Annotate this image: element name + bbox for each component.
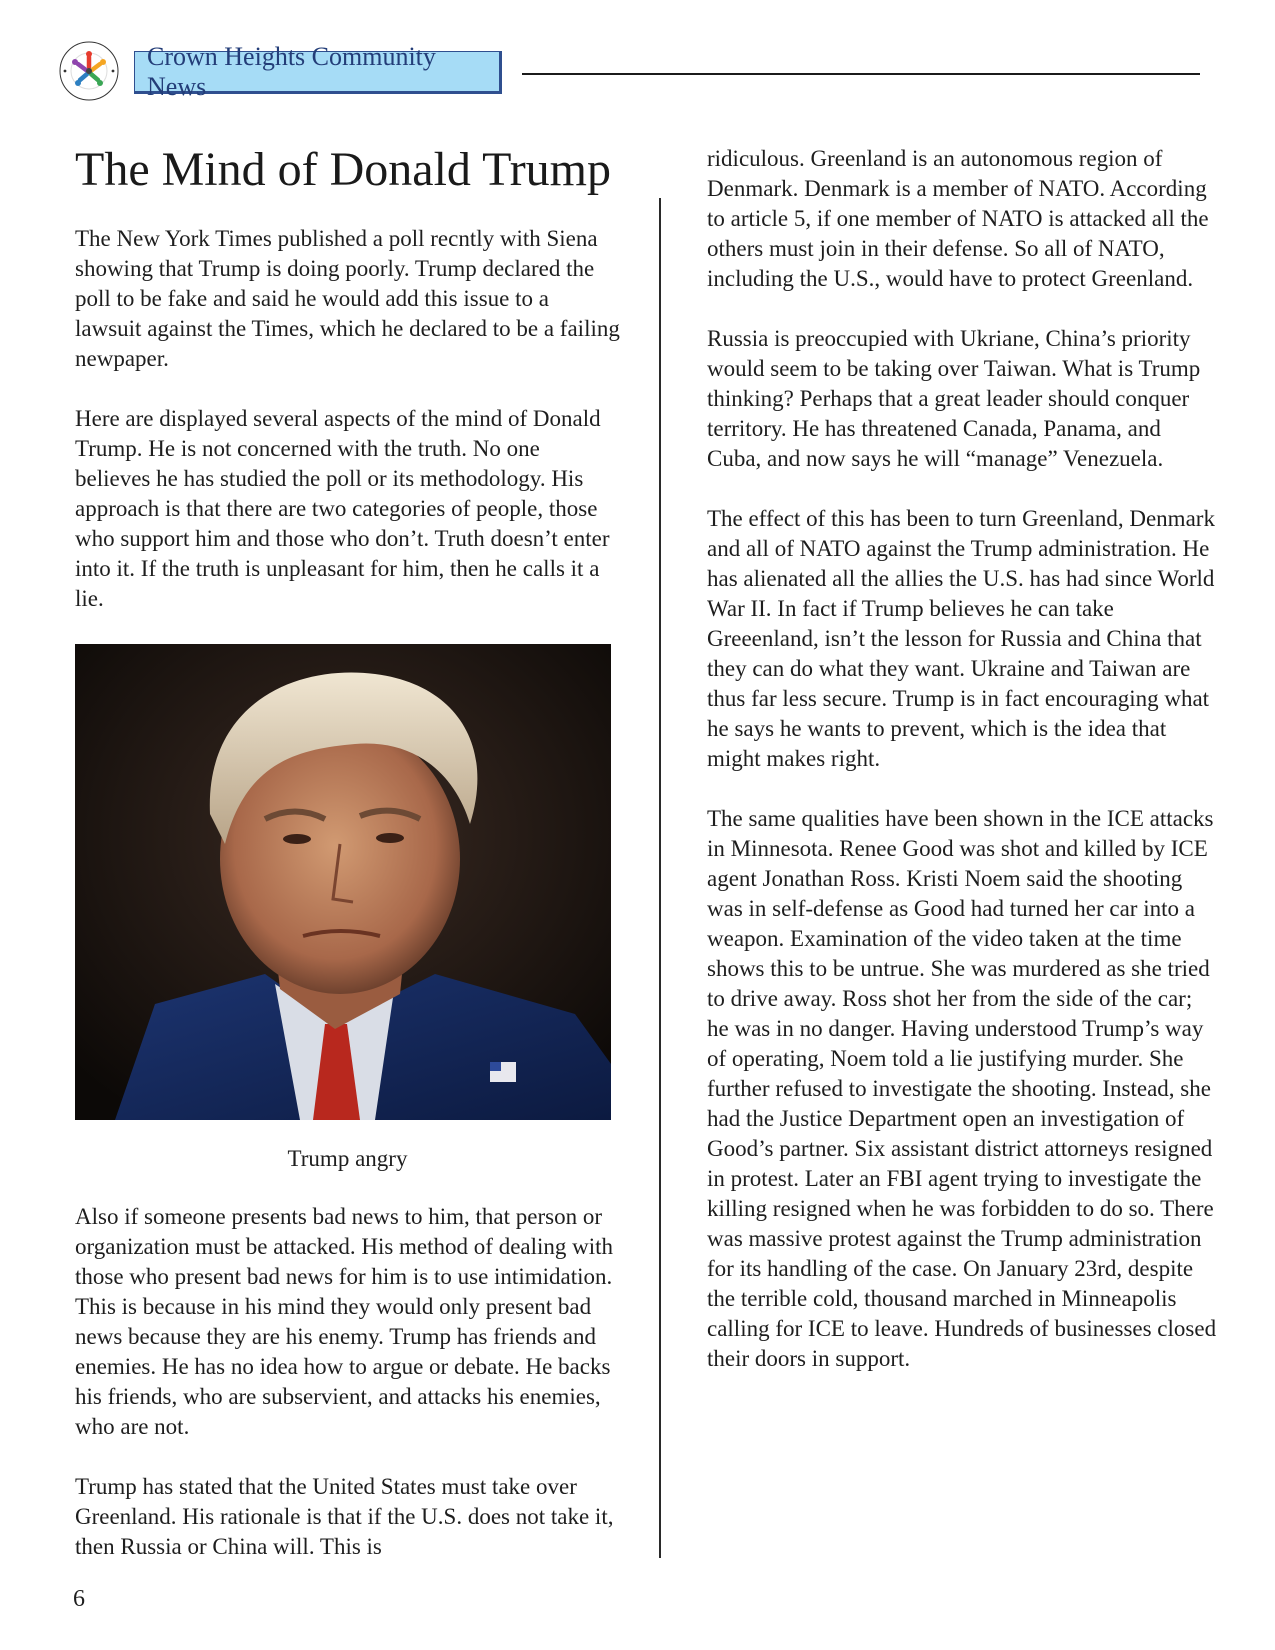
page-number: 6	[73, 1586, 85, 1612]
right-column	[707, 144, 1217, 1404]
paragraph: Russia is preoccupied with Ukriane, China’s priority would seem to be taking over Taiwan. What is Trump thinking? Perhaps that a great leader should conquer territory. He has threatened Canada, Panama, and Cuba, and now says he will “manage” Venezuela.	[707, 326, 1201, 471]
paragraph: ridiculous. Greenland is an autonomous region of Denmark. Denmark is a member of NATO. According to article 5, if one member of NATO is attacked all the others must join in their defense. So all of NATO, including the U.S., would have to protect Greenland.	[707, 146, 1209, 291]
masthead-banner	[134, 41, 502, 101]
article-headline: The Mind of Donald Trump	[75, 143, 612, 196]
trump-portrait-photo	[75, 644, 611, 1120]
photo-caption: Trump angry	[287, 1146, 408, 1171]
paragraph: Here are displayed several aspects of the mind of Donald Trump. He is not concerned with the truth. No one believes he has studied the poll or its methodology. His approach is that there are two categories of people, those who support him and those who don’t. Truth doesn’t enter into it. If the truth is unpleasant for him, then he calls it a lie.	[75, 406, 610, 611]
paragraph: Also if someone presents bad news to him, that person or organization must be attacked. His method of dealing with those who present bad news for him is to use intimidation. This is because in his mind they would only present bad news because they are his enemy. Trump has friends and enemies. He has no idea how to argue or debate. He backs his friends, who are subservient, and attacks his enemies, who are not.	[75, 1204, 614, 1439]
header-rule	[522, 73, 1200, 75]
publication-title: Crown Heights Community News	[147, 41, 436, 101]
column-divider	[659, 198, 661, 1558]
paragraph: The effect of this has been to turn Greenland, Denmark and all of NATO against the Trump administration. He has alienated all the allies the U.S. has had since World War II. In fact if Trump believes he can take Greeenland, isn’t the lesson for Russia and China that they can do what they want. Ukraine and Taiwan are thus far less secure. Trump is in fact encouraging what he says he wants to prevent, which is the idea that might makes right.	[707, 506, 1215, 771]
paragraph: The New York Times published a poll recntly with Siena showing that Trump is doing poorly. Trump declared the poll to be fake and said he would add this issue to a lawsuit against the Times, which he declared to be a failing newpaper.	[75, 226, 620, 371]
paragraph: Trump has stated that the United States must take over Greenland. His rationale is that if the U.S. does not take it, then Russia or China will. This is	[75, 1474, 614, 1559]
paragraph: The same qualities have been shown in the ICE attacks in Minnesota. Renee Good was shot and killed by ICE agent Jonathan Ross. Kristi Noem said the shooting was in self-defense as Good had turned her car into a weapon. Examination of the video taken at the time shows this to be untrue. She was murdered as she tried to drive away. Ross shot her from the side of the car; he was in no danger. Having understood Trump’s way of operating, Noem told a lie justifying murder. She further refused to investigate the shooting. Instead, she had the Justice Department open an investigation of Good’s partner. Six assistant district attorneys resigned in protest. Later an FBI agent trying to investigate the killing resigned when he was forbidden to do so. There was massive protest against the Trump administration for its handling of the case. On January 23rd, despite the terrible cold, thousand marched in Minneapolis calling for ICE to leave. Hundreds of businesses closed their doors in support.	[707, 806, 1217, 1371]
community-organization-logo	[58, 40, 120, 102]
left-column	[75, 140, 620, 1592]
